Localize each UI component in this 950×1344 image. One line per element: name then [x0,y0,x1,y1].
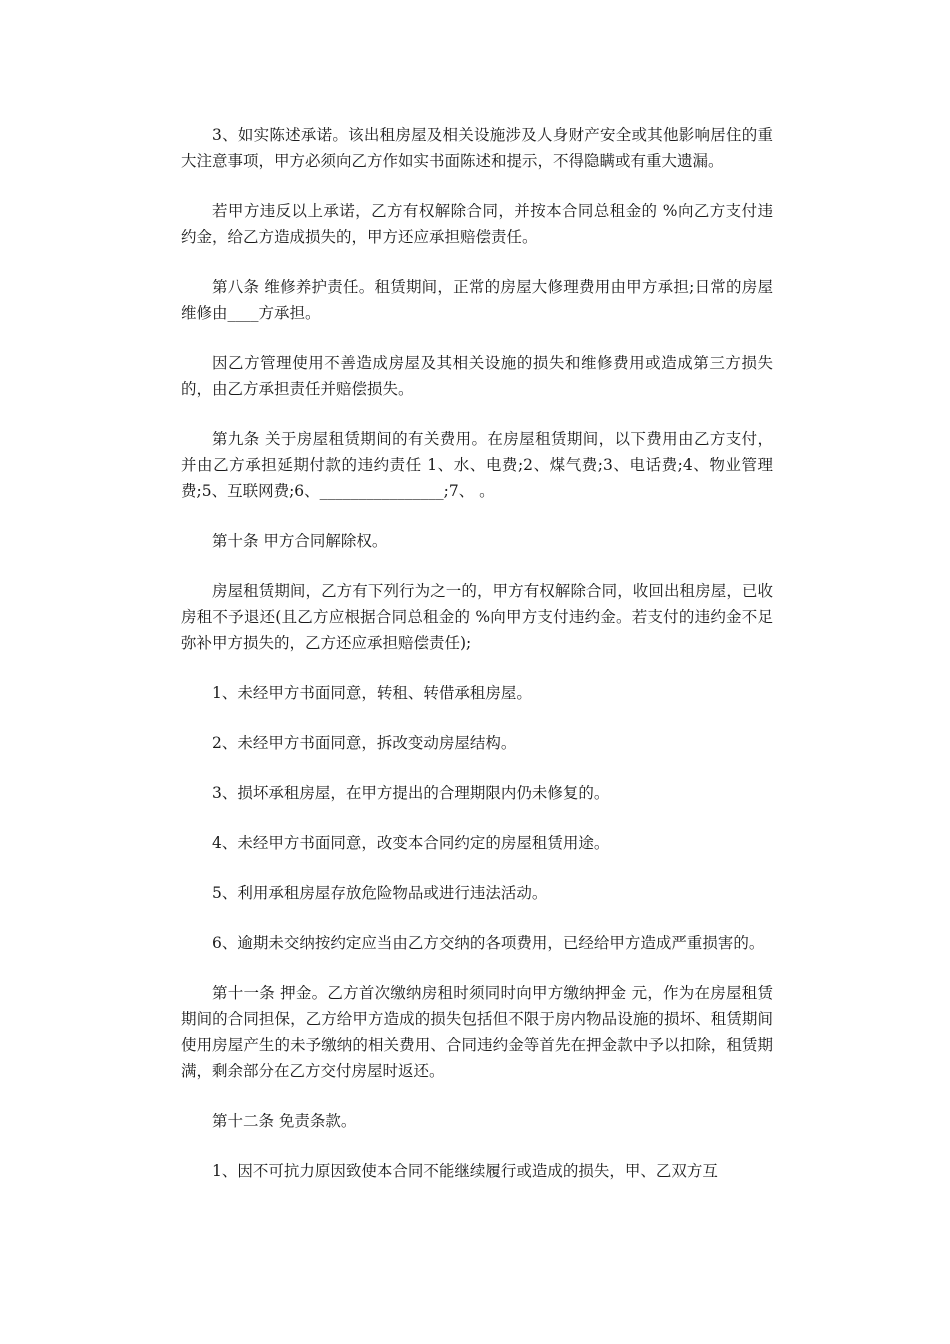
paragraph-commitment-3: 3、如实陈述承诺。该出租房屋及相关设施涉及人身财产安全或其他影响居住的重大注意事项，甲方必须向乙方作如实书面陈述和提示，不得隐瞒或有重大遗漏。 [181,126,773,170]
document-body [181,122,773,1184]
list-item-1: 1、未经甲方书面同意，转租、转借承租房屋。 [212,684,532,702]
paragraph-article-12-heading: 第十二条 免责条款。 [212,1112,357,1130]
paragraph-tenant-damage: 因乙方管理使用不善造成房屋及其相关设施的损失和维修费用或造成第三方损失的，由乙方承担责任并赔偿损失。 [181,354,773,398]
list-item-4: 4、未经甲方书面同意，改变本合同约定的房屋租赁用途。 [212,834,610,852]
paragraph-article-9: 第九条 关于房屋租赁期间的有关费用。在房屋租赁期间，以下费用由乙方支付，并由乙方承担延期付款的违约责任 1、水、电费;2、煤气费;3、电话费;4、物业管理费;5、互联网费;6、________________;7、 。 [181,430,773,500]
list-item-2: 2、未经甲方书面同意，拆改变动房屋结构。 [212,734,517,752]
list-item-5: 5、利用承租房屋存放危险物品或进行违法活动。 [212,884,548,902]
paragraph-breach-penalty: 若甲方违反以上承诺，乙方有权解除合同，并按本合同总租金的 %向乙方支付违约金，给乙方造成损失的，甲方还应承担赔偿责任。 [181,202,773,246]
paragraph-force-majeure: 1、因不可抗力原因致使本合同不能继续履行或造成的损失，甲、乙双方互 [212,1162,718,1180]
list-item-6: 6、逾期未交纳按约定应当由乙方交纳的各项费用，已经给甲方造成严重损害的。 [212,934,765,952]
paragraph-article-11-deposit: 第十一条 押金。乙方首次缴纳房租时须同时向甲方缴纳押金 元，作为在房屋租赁期间的合同担保，乙方给甲方造成的损失包括但不限于房内物品设施的损坏、租赁期间使用房屋产生的未予缴纳的相关费用、合同违约金等首先在押金款中予以扣除，租赁期满，剩余部分在乙方交付房屋时返还。 [181,984,773,1080]
paragraph-termination-conditions: 房屋租赁期间，乙方有下列行为之一的，甲方有权解除合同，收回出租房屋，已收房租不予退还(且乙方应根据合同总租金的 %向甲方支付违约金。若支付的违约金不足弥补甲方损失的，乙方还应承担赔偿责任); [181,582,773,652]
list-item-3: 3、损坏承租房屋，在甲方提出的合理期限内仍未修复的。 [212,784,610,802]
paragraph-article-10-heading: 第十条 甲方合同解除权。 [212,532,388,550]
paragraph-article-8: 第八条 维修养护责任。租赁期间，正常的房屋大修理费用由甲方承担;日常的房屋维修由____方承担。 [181,278,773,322]
